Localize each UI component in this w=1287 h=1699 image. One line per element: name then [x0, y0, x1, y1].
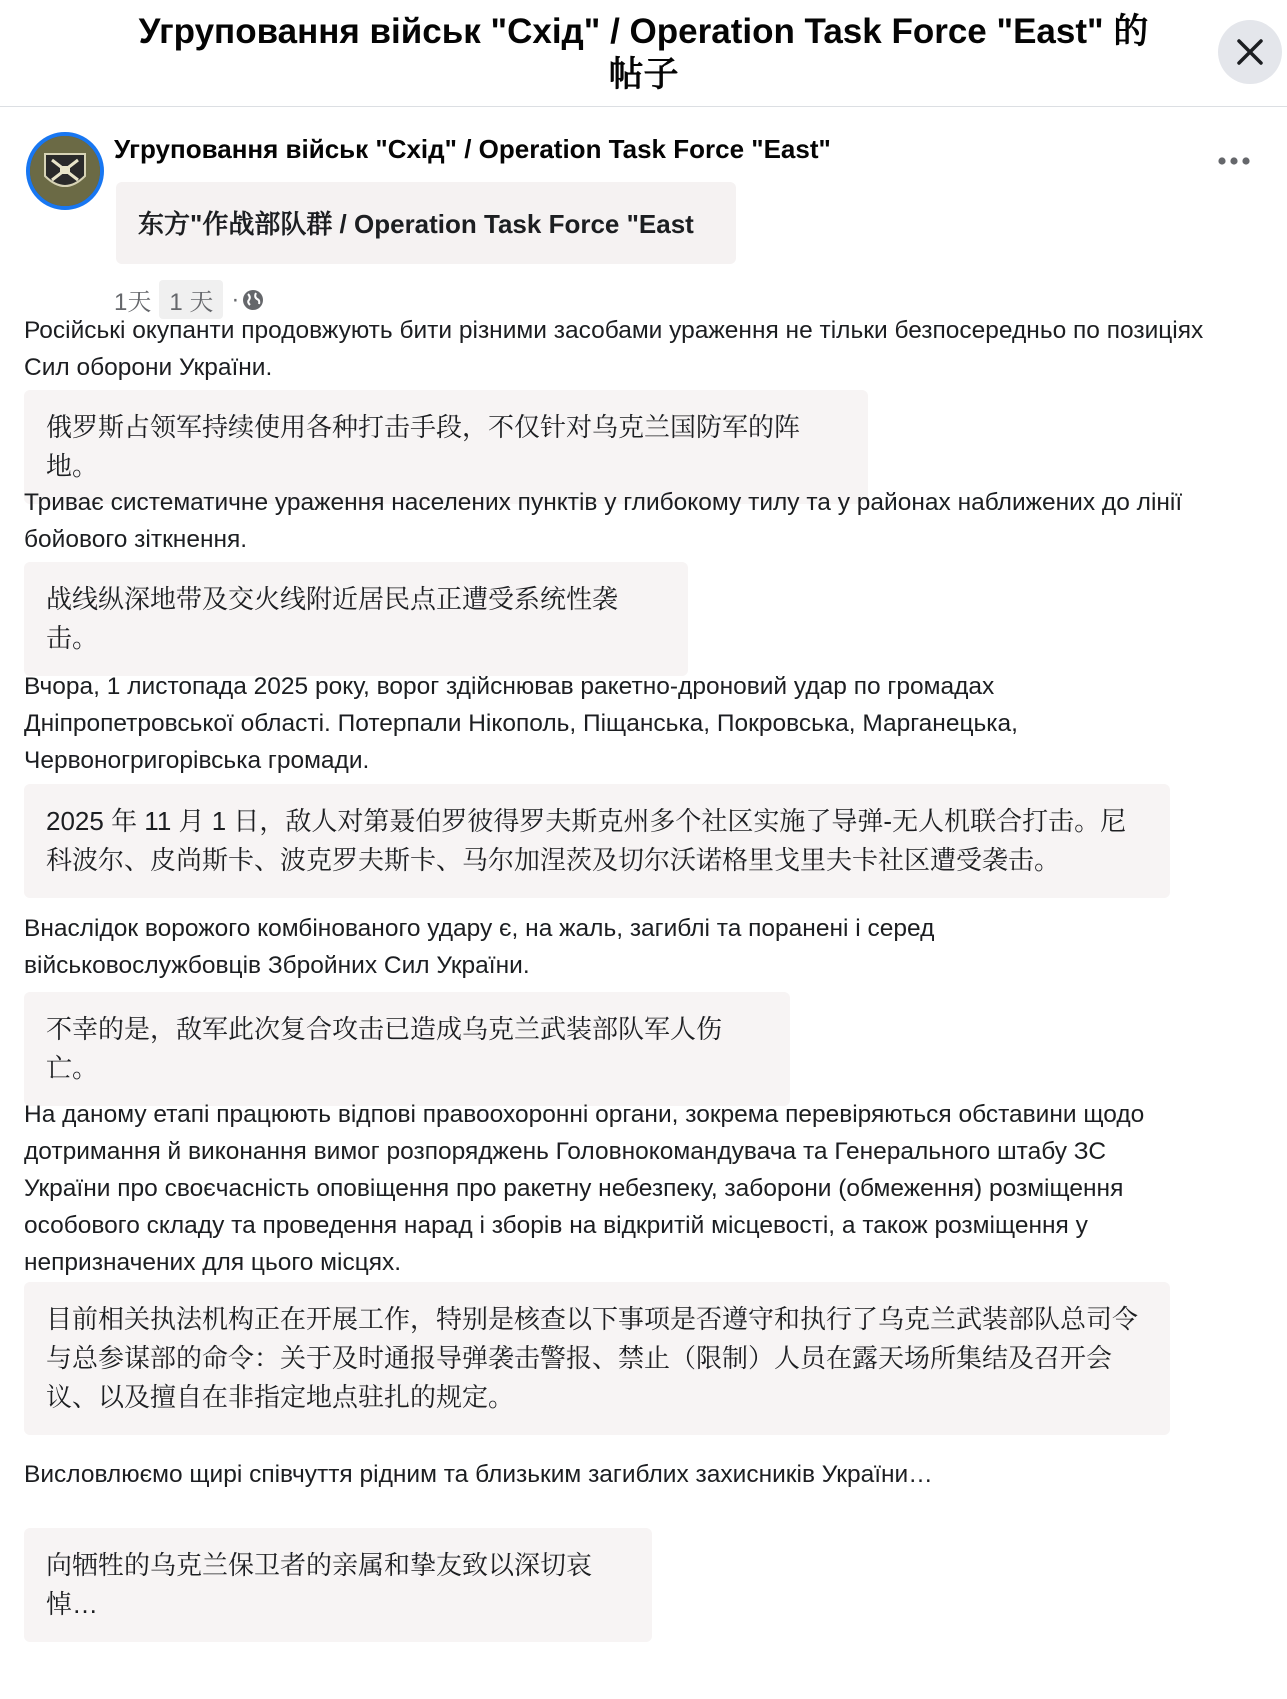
timestamp-translation: 1 天: [159, 280, 223, 319]
paragraph-original: Висловлюємо щирі співчуття рідним та близьким загиблих захисників України…: [24, 1461, 933, 1488]
modal-header: [0, 0, 1287, 107]
timestamp-link[interactable]: 1天: [114, 289, 152, 316]
unit-emblem-icon: [30, 136, 100, 206]
paragraph-original: На даному етапі працюють відпові правоохоронні органи, зокрема перевіряються обставини щодо дотримання й виконання вимог розпоряджень Головнокомандувача та Генерального штабу ЗС України про своєчасність оповіщення про ракетну небезпеку, заборони (обмеження) розміщення особового складу та проведення нарад і зборів на відкритій місцевості, а також розміщення у непризначених для цього місцях.: [24, 1101, 1145, 1276]
close-icon: [1235, 37, 1265, 67]
paragraph-translation: 目前相关执法机构正在开展工作，特别是核查以下事项是否遵守和执行了乌克兰武装部队总司令与总参谋部的命令：关于及时通报导弹袭击警报、禁止（限制）人员在露天场所集结及召开会议、以及擅自在非指定地点驻扎的规定。: [24, 1282, 1170, 1435]
paragraph-translation: 俄罗斯占领军持续使用各种打击手段，不仅针对乌克兰国防军的阵地。: [24, 390, 868, 504]
modal-title-line-2: 帖子: [608, 55, 679, 94]
author-name-link[interactable]: Угруповання військ "Схід" / Operation Task Force "East": [114, 134, 831, 164]
paragraph-original: Внаслідок ворожого комбінованого удару є, на жаль, загиблі та поранені і серед військовослужбовців Збройних Сил України.: [24, 915, 935, 979]
modal-title-line-1: Угруповання військ "Схід" / Operation Task Force "East" 的: [138, 12, 1149, 51]
paragraph-original: Вчора, 1 листопада 2025 року, ворог здійснював ракетно-дроновий удар по громадах Дніпропетровської області. Потерпали Нікополь, Піщанська, Покровська, Марганецька, Червоногригорівська громади.: [24, 673, 1018, 774]
paragraph-original: Триває систематичне ураження населених пунктів у глибокому тилу та у районах наближених до лінії бойового зіткнення.: [24, 489, 1183, 553]
globe-icon[interactable]: [241, 288, 265, 312]
paragraph-original: Російські окупанти продовжують бити різними засобами ураження не тільки безпосередньо по позиціях Сил оборони України.: [24, 317, 1204, 381]
paragraph-translation: 战线纵深地带及交火线附近居民点正遭受系统性袭击。: [24, 562, 688, 676]
author-name-translation: 东方"作战部队群 / Operation Task Force "East: [116, 182, 736, 264]
more-horizontal-icon: [1204, 146, 1264, 176]
post-header: [24, 128, 1264, 328]
modal-title: [100, 10, 1187, 96]
more-options-button[interactable]: [1204, 146, 1264, 176]
paragraph-translation: 向牺牲的乌克兰保卫者的亲属和挚友致以深切哀悼…: [24, 1528, 652, 1642]
close-button[interactable]: [1218, 20, 1282, 84]
paragraph-translation: 不幸的是，敌军此次复合攻击已造成乌克兰武装部队军人伤亡。: [24, 992, 790, 1106]
avatar[interactable]: [26, 132, 104, 210]
meta-separator: ·: [231, 285, 240, 313]
paragraph-translation: 2025 年 11 月 1 日，敌人对第聂伯罗彼得罗夫斯克州多个社区实施了导弹-无人机联合打击。尼科波尔、皮尚斯卡、波克罗夫斯卡、马尔加涅茨及切尔沃诺格里戈里夫卡社区遭受袭击。: [24, 784, 1170, 898]
